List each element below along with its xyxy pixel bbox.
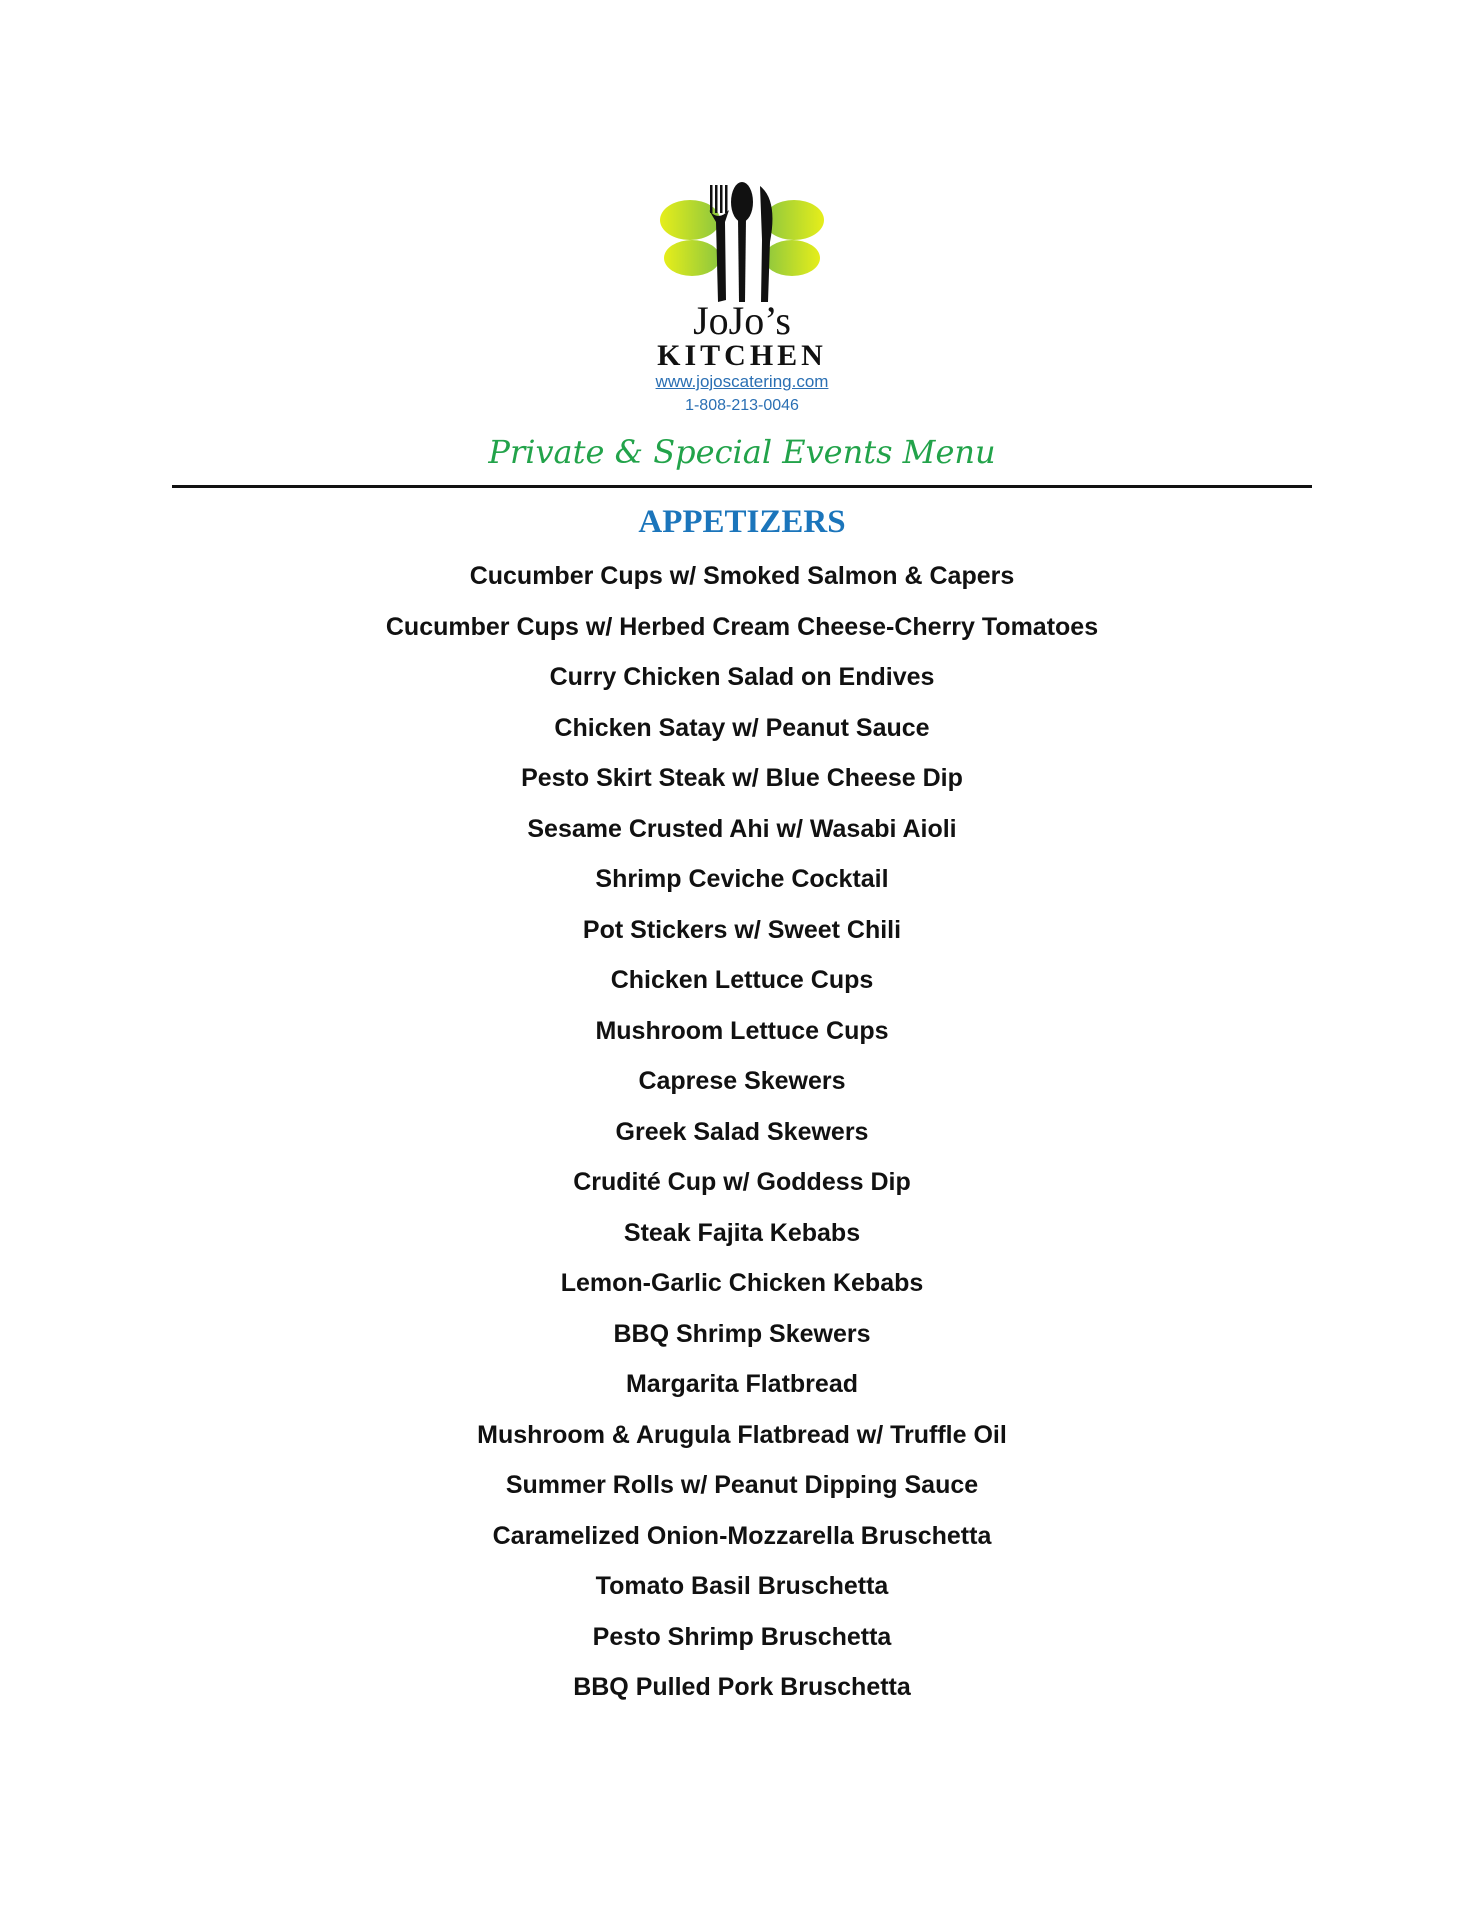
appetizer-list bbox=[0, 556, 1484, 1718]
brand-subtitle: KITCHEN bbox=[657, 339, 827, 372]
website-link[interactable]: www.jojoscatering.com bbox=[655, 372, 829, 391]
list-item: Greek Salad Skewers bbox=[615, 1117, 869, 1146]
list-item: Tomato Basil Bruschetta bbox=[595, 1572, 889, 1600]
list-item: Pesto Shrimp Bruschetta bbox=[592, 1622, 892, 1651]
list-item: Curry Chicken Salad on Endives bbox=[549, 663, 935, 691]
website-container bbox=[0, 372, 1484, 392]
list-item: Chicken Satay w/ Peanut Sauce bbox=[554, 713, 930, 742]
list-item: Cucumber Cups w/ Herbed Cream Cheese-Cherry Tomatoes bbox=[385, 612, 1099, 641]
list-item: Pot Stickers w/ Sweet Chili bbox=[582, 915, 902, 944]
list-item: Lemon-Garlic Chicken Kebabs bbox=[560, 1269, 924, 1297]
list-item: Mushroom Lettuce Cups bbox=[595, 1016, 889, 1045]
phone-number: 1-808-213-0046 bbox=[685, 397, 799, 414]
list-item: Mushroom & Arugula Flatbread w/ Truffle Oil bbox=[477, 1420, 1007, 1449]
list-item: Caprese Skewers bbox=[638, 1067, 846, 1095]
list-item: Steak Fajita Kebabs bbox=[623, 1218, 861, 1247]
section-heading: APPETIZERS bbox=[638, 504, 846, 540]
list-item: Caramelized Onion-Mozzarella Bruschetta bbox=[492, 1521, 992, 1550]
utensils-butterfly-logo-icon bbox=[652, 180, 832, 310]
list-item: Margarita Flatbread bbox=[625, 1370, 858, 1398]
list-item: Crudité Cup w/ Goddess Dip bbox=[573, 1168, 911, 1196]
menu-title: Private & Special Events Menu bbox=[488, 433, 996, 471]
list-item: Shrimp Ceviche Cocktail bbox=[595, 865, 889, 893]
list-item: BBQ Shrimp Skewers bbox=[613, 1319, 871, 1348]
list-item: Pesto Skirt Steak w/ Blue Cheese Dip bbox=[521, 764, 963, 792]
list-item: Summer Rolls w/ Peanut Dipping Sauce bbox=[505, 1471, 979, 1499]
list-item: Chicken Lettuce Cups bbox=[610, 966, 874, 994]
brand-name: JoJo’s bbox=[693, 298, 791, 343]
list-item: Sesame Crusted Ahi w/ Wasabi Aioli bbox=[527, 814, 957, 843]
list-item: Cucumber Cups w/ Smoked Salmon & Capers bbox=[469, 562, 1015, 590]
list-item: BBQ Pulled Pork Bruschetta bbox=[573, 1673, 911, 1701]
header-divider bbox=[172, 485, 1312, 488]
